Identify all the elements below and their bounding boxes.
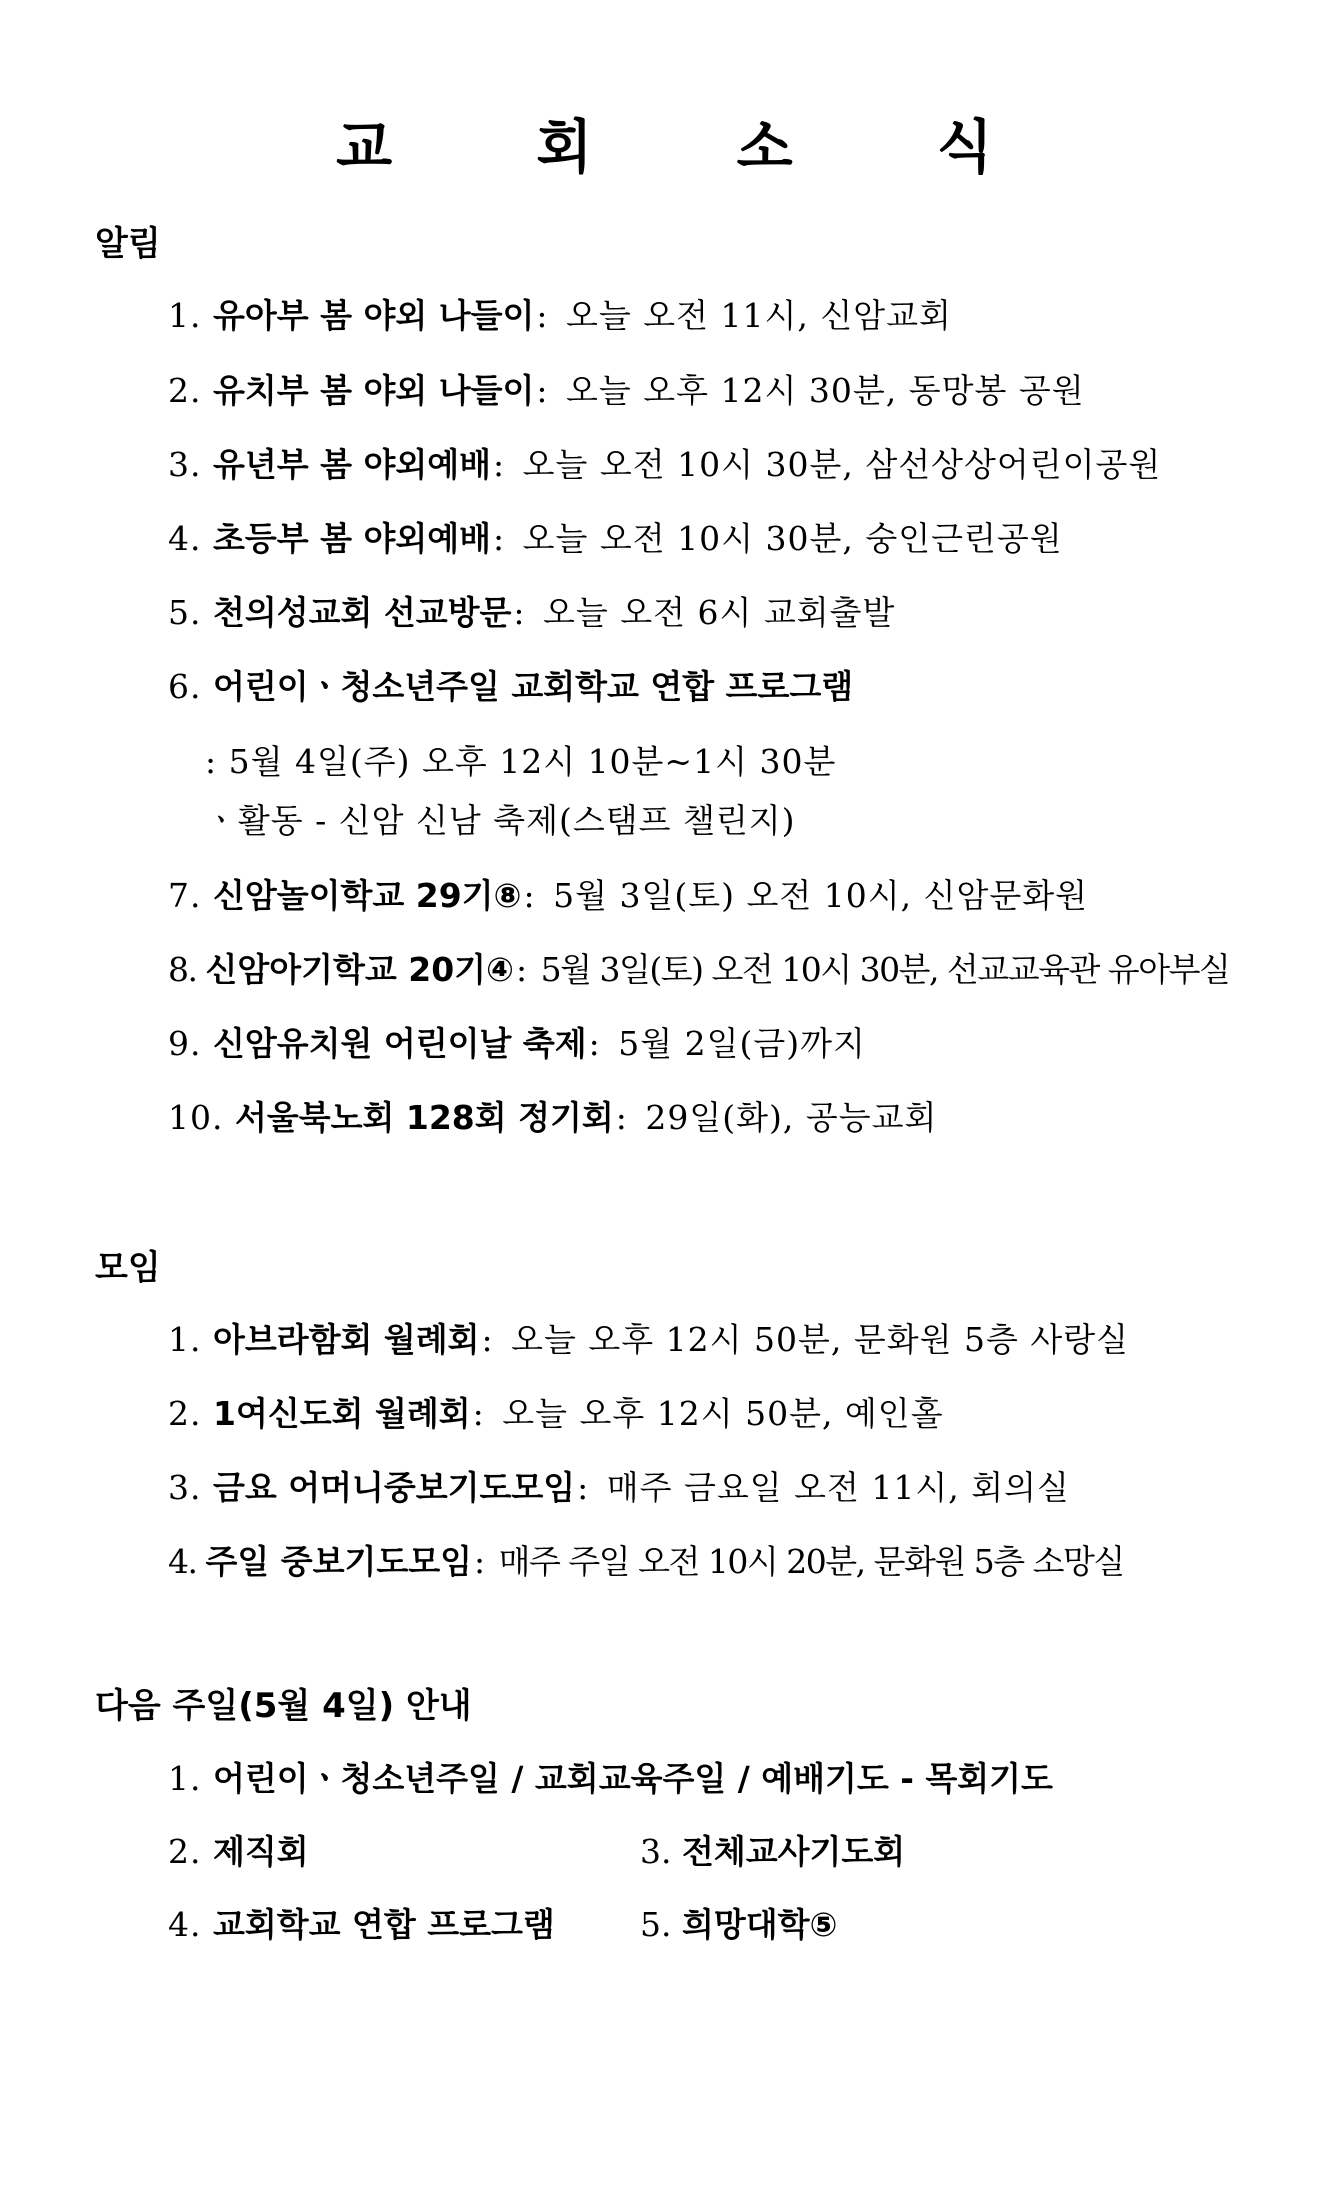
meeting-item-1 bbox=[168, 1318, 1129, 1362]
item-label: 어린이ㆍ청소년주일 / 교회교육주일 / 예배기도 - 목회기도 bbox=[213, 1759, 1053, 1798]
item-detail: 오늘 오전 6시 교회출발 bbox=[543, 593, 896, 632]
notice-item-8 bbox=[168, 948, 1229, 992]
notice-item-7 bbox=[168, 874, 1088, 918]
next-week-item-4 bbox=[168, 1903, 555, 1947]
item-number: 1. bbox=[168, 296, 202, 335]
item-detail: 오늘 오전 10시 30분, 삼선상상어린이공원 bbox=[522, 445, 1162, 484]
notice-item-9 bbox=[168, 1022, 866, 1066]
item-number: 4. bbox=[168, 1905, 202, 1944]
item-separator: : bbox=[513, 593, 526, 632]
meeting-item-4 bbox=[168, 1540, 1124, 1584]
notice-item-4 bbox=[168, 517, 1063, 561]
item-label: 신암유치원 어린이날 축제 bbox=[213, 1024, 587, 1063]
notice-item-3 bbox=[168, 443, 1161, 487]
item-number: 3. bbox=[168, 1468, 202, 1507]
item-detail: 5월 3일(토) 오전 10시, 신암문화원 bbox=[553, 876, 1088, 915]
item-label: 교회학교 연합 프로그램 bbox=[213, 1905, 555, 1944]
item-label: 금요 어머니중보기도모임 bbox=[213, 1468, 576, 1507]
item-label: 희망대학⑤ bbox=[682, 1905, 838, 1944]
item-number: 5. bbox=[168, 593, 202, 632]
item-number: 4. bbox=[168, 519, 202, 558]
item-number: 3. bbox=[168, 445, 202, 484]
item-label: 유치부 봄 야외 나들이 bbox=[213, 371, 535, 410]
item-separator: : bbox=[516, 950, 526, 989]
item-separator: : bbox=[577, 1468, 590, 1507]
item-separator: : bbox=[588, 1024, 601, 1063]
item-detail: 29일(화), 공능교회 bbox=[645, 1098, 938, 1137]
item-label: 초등부 봄 야외예배 bbox=[213, 519, 492, 558]
item-separator: : bbox=[536, 371, 549, 410]
item-detail: 오늘 오전 10시 30분, 숭인근린공원 bbox=[522, 519, 1063, 558]
item-label: 1여신도회 월례회 bbox=[213, 1394, 471, 1433]
item-number: 1. bbox=[168, 1320, 202, 1359]
notice-item-1 bbox=[168, 294, 952, 338]
next-week-item-3 bbox=[640, 1830, 905, 1874]
item-label: 아브라함회 월례회 bbox=[213, 1320, 480, 1359]
item-label: 전체교사기도회 bbox=[682, 1832, 906, 1871]
notice-item-10 bbox=[168, 1096, 937, 1140]
item-number: 2. bbox=[168, 371, 202, 410]
item-label: 유아부 봄 야외 나들이 bbox=[213, 296, 535, 335]
item-label: 천의성교회 선교방문 bbox=[213, 593, 512, 632]
next-week-item-2 bbox=[168, 1830, 309, 1874]
item-separator: : bbox=[536, 296, 549, 335]
item-separator: : bbox=[493, 519, 506, 558]
notice-item-5 bbox=[168, 591, 895, 635]
item-number: 8. bbox=[168, 950, 197, 989]
item-label: 주일 중보기도모임 bbox=[205, 1542, 473, 1581]
item-separator: : bbox=[472, 1394, 485, 1433]
item-number: 1. bbox=[168, 1759, 202, 1798]
notice-item-6-schedule: : 5월 4일(주) 오후 12시 10분~1시 30분 bbox=[205, 742, 837, 781]
item-detail: 오늘 오후 12시 50분, 문화원 5층 사랑실 bbox=[511, 1320, 1129, 1359]
item-label: 유년부 봄 야외예배 bbox=[213, 445, 492, 484]
meeting-item-3 bbox=[168, 1466, 1070, 1510]
meeting-item-2 bbox=[168, 1392, 944, 1436]
item-detail: 오늘 오전 11시, 신암교회 bbox=[566, 296, 952, 335]
item-number: 4. bbox=[168, 1542, 197, 1581]
item-label: 어린이ㆍ청소년주일 교회학교 연합 프로그램 bbox=[213, 667, 854, 706]
item-number: 9. bbox=[168, 1024, 202, 1063]
section-heading-notices: 알림 bbox=[95, 224, 161, 264]
item-separator: : bbox=[481, 1320, 494, 1359]
item-label: 신암아기학교 20기④ bbox=[205, 950, 514, 989]
item-detail: 매주 금요일 오전 11시, 회의실 bbox=[606, 1468, 1070, 1507]
item-detail: 5월 2일(금)까지 bbox=[618, 1024, 866, 1063]
section-heading-meetings: 모임 bbox=[95, 1248, 161, 1288]
item-number: 6. bbox=[168, 667, 202, 706]
item-number: 5. bbox=[640, 1905, 672, 1944]
item-separator: : bbox=[615, 1098, 628, 1137]
item-detail: 5월 3일(토) 오전 10시 30분, 선교교육관 유아부실 bbox=[540, 950, 1230, 989]
item-number: 7. bbox=[168, 876, 202, 915]
item-number: 10. bbox=[168, 1098, 224, 1137]
item-separator: : bbox=[493, 445, 506, 484]
item-detail: 오늘 오후 12시 30분, 동망봉 공원 bbox=[566, 371, 1085, 410]
item-detail: 매주 주일 오전 10시 20분, 문화원 5층 소망실 bbox=[498, 1542, 1124, 1581]
section-heading-next-week: 다음 주일(5월 4일) 안내 bbox=[95, 1686, 472, 1726]
item-label: 서울북노회 128회 정기회 bbox=[234, 1098, 614, 1137]
item-number: 3. bbox=[640, 1832, 672, 1871]
item-separator: : bbox=[523, 876, 536, 915]
item-number: 2. bbox=[168, 1394, 202, 1433]
notice-item-6 bbox=[168, 665, 853, 709]
notice-item-2 bbox=[168, 369, 1085, 413]
item-separator: : bbox=[474, 1542, 484, 1581]
notice-item-6-activity: ㆍ활동 - 신암 신남 축제(스탬프 챌린지) bbox=[205, 801, 796, 840]
next-week-item-5 bbox=[640, 1903, 837, 1947]
next-week-item-1 bbox=[168, 1757, 1053, 1801]
item-detail: 오늘 오후 12시 50분, 예인홀 bbox=[502, 1394, 944, 1433]
page-title: 교 회 소 식 bbox=[336, 113, 1055, 181]
item-number: 2. bbox=[168, 1832, 202, 1871]
item-label: 제직회 bbox=[213, 1832, 309, 1871]
item-label: 신암놀이학교 29기⑧ bbox=[213, 876, 522, 915]
